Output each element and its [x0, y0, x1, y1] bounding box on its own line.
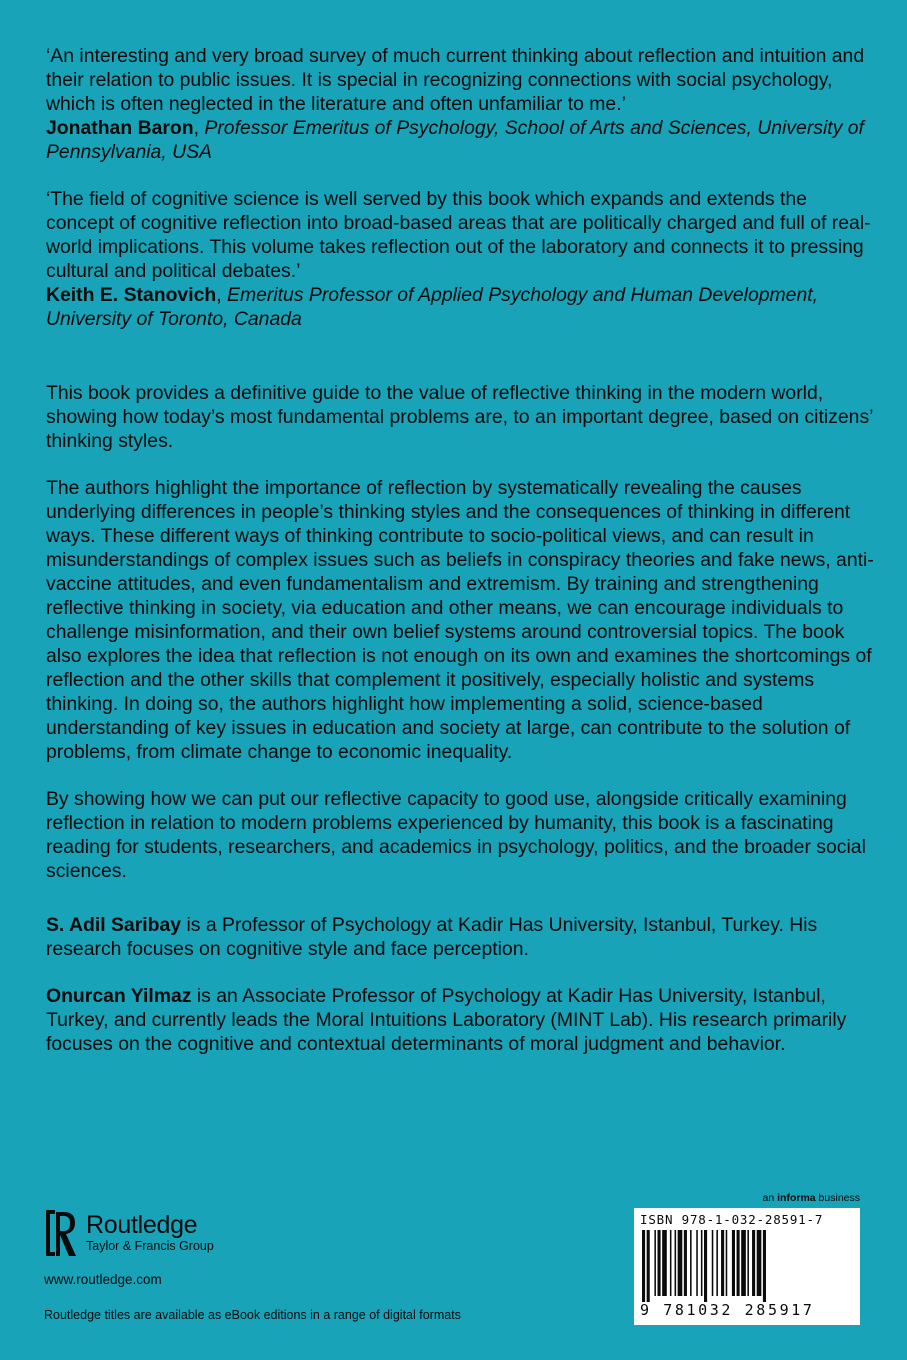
barcode-bar [737, 1230, 740, 1296]
author-bio-text: is an Associate Professor of Psychology at Kadir Has University, Istanbul, Turkey, and currently leads the Moral Intuitions Laboratory (MINT Lab). His research primarily focuses on the cognitive and contextual determinants of moral judgment and behavior. [46, 985, 847, 1055]
publisher-website[interactable]: www.routledge.com [44, 1272, 162, 1287]
author-name: Onurcan Yilmaz [46, 985, 192, 1007]
isbn-label: ISBN 978-1-032-28591-7 [640, 1212, 824, 1227]
description-paragraph: The authors highlight the importance of reflection by systematically revealing the causes underlying differences in people’s thinking styles and the consequences of thinking in different ways. These different ways of thinking contribute to socio-political views, and can result in misunderstandings of complex issues such as beliefs in conspiracy theories and fake news, anti-vaccine attitudes, and even fundamentalism and extremism. By training and strengthening reflective thinking in society, via education and other means, we can encourage individuals to challenge misinformation, and their own belief systems around controversial topics. The book also explores the idea that reflection is not enough on its own and examines the shortcomings of reflection and the other skills that complement it positively, especially holistic and systems thinking. In doing so, the authors highlight how implementing a solid, science-based understanding of key issues in education and society at large, can contribute to the solution of problems, from climate change to economic inequality. [46, 477, 874, 763]
publisher-group: Taylor & Francis Group [86, 1239, 214, 1253]
endorser-affiliation: Professor Emeritus of Psychology, School of Arts and Sciences, University of Pennsylvania, USA [46, 117, 864, 163]
isbn-digits: 9 781032 285917 [640, 1301, 815, 1319]
back-cover-text [46, 44, 876, 1079]
author-bio-text: is a Professor of Psychology at Kadir Has University, Istanbul, Turkey. His research focuses on cognitive style and face perception. [46, 914, 818, 960]
barcode-bar [658, 1230, 661, 1296]
description-paragraph: By showing how we can put our reflective capacity to good use, alongside critically examining reflection in relation to modern problems experienced by humanity, this book is a fascinating reading for students, researchers, and academics in psychology, politics, and the broader social sciences. [46, 788, 866, 882]
barcode-bar [647, 1230, 650, 1302]
publisher-name: Routledge [86, 1211, 198, 1239]
endorsement-text: ‘An interesting and very broad survey of much current thinking about reflection and intuition and their relation to public issues. It is special in recognizing connections with social psychology, which is often neglected in the literature and often unfamiliar to me.’ [46, 45, 865, 115]
routledge-r-logo-icon [44, 1208, 78, 1258]
barcode-bar [726, 1230, 728, 1296]
author-name: S. Adil Saribay [46, 914, 182, 936]
endorser-affiliation: Emeritus Professor of Applied Psychology and Human Development, University of Toronto, Canada [46, 284, 819, 330]
author-bio [46, 913, 876, 961]
barcode-bar [670, 1230, 672, 1296]
isbn-barcode [634, 1208, 860, 1325]
ebook-note: Routledge titles are available as eBook editions in a range of digital formats [44, 1308, 461, 1322]
barcode-bar [732, 1230, 735, 1296]
barcode-bar [696, 1230, 698, 1296]
description-paragraph: This book provides a definitive guide to the value of reflective thinking in the modern world, showing how today’s most fundamental problems are, to an important degree, based on citizens’ thinking styles. [46, 382, 873, 452]
author-bios [46, 913, 876, 1056]
endorsement-attribution: Jonathan Baron, Professor Emeritus of Psychology, School of Arts and Sciences, University of Pennsylvania, USA [46, 117, 864, 163]
barcode-bar [757, 1230, 762, 1296]
barcode-bar [747, 1230, 749, 1296]
publisher-logo [44, 1208, 564, 1258]
barcode-bar [684, 1230, 687, 1296]
barcode-bar [704, 1230, 707, 1302]
barcode-bar [642, 1230, 645, 1302]
endorser-name: Jonathan Baron [46, 117, 194, 139]
informa-tagline: an informa business [762, 1192, 860, 1204]
barcode-bar [752, 1230, 755, 1296]
barcode-bar [678, 1230, 683, 1296]
barcode-bar [712, 1230, 714, 1296]
endorsement-attribution: Keith E. Stanovich, Emeritus Professor of Applied Psychology and Human Development, University of Toronto, Canada [46, 284, 819, 330]
barcode-bar [741, 1230, 746, 1296]
barcode-bar [716, 1230, 718, 1296]
endorsement-text: ‘The field of cognitive science is well served by this book which expands and extends the concept of cognitive reflection into broad-based areas that are politically charged and full of real-world implications. This volume takes reflection out of the laboratory and connects it to pressing cultural and political debates.’ [46, 188, 871, 282]
barcode-bar [721, 1230, 724, 1296]
barcode-bar [654, 1230, 656, 1296]
barcode-bar [763, 1230, 766, 1302]
barcode-bars [640, 1230, 852, 1302]
barcode-bar [690, 1230, 692, 1296]
endorsement-2 [46, 187, 876, 331]
barcode-block [634, 1192, 860, 1325]
book-description [46, 381, 876, 883]
endorsement-1 [46, 44, 876, 164]
publisher-footer [44, 1208, 564, 1322]
endorser-name: Keith E. Stanovich [46, 284, 217, 306]
author-bio [46, 984, 876, 1056]
barcode-bar [701, 1230, 703, 1296]
barcode-bar [662, 1230, 667, 1296]
barcode-bar [675, 1230, 677, 1296]
